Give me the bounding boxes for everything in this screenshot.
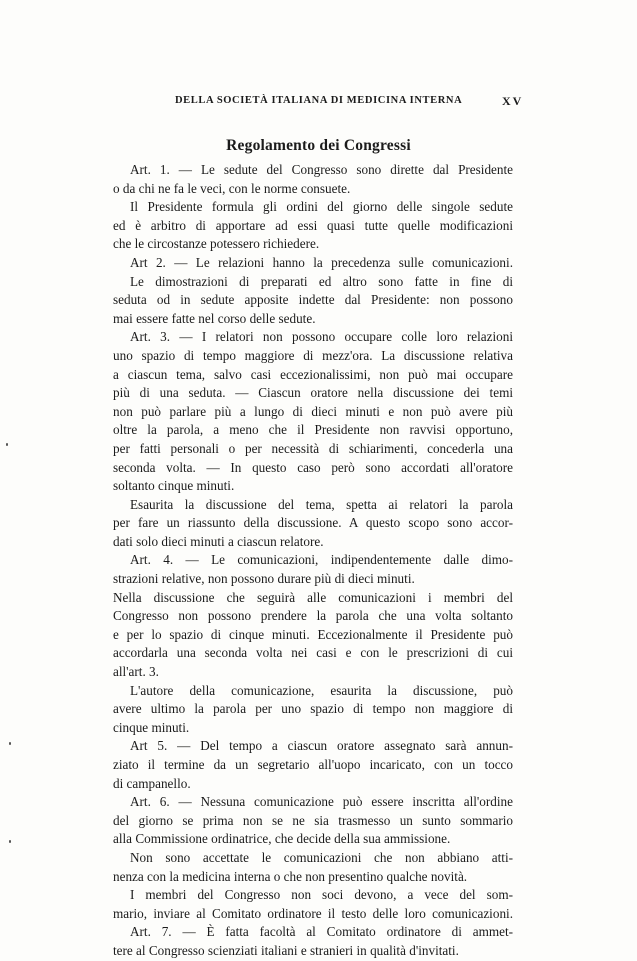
text-line: Congresso non possono prendere la parola che una volta soltanto: [113, 608, 513, 624]
text-line: del giorno se prima non se ne sia trasmesso un sunto sommario: [113, 812, 513, 828]
text-line: L'autore della comunicazione, esaurita la discussione, può: [130, 682, 513, 698]
text-line: all'art. 3.: [113, 664, 159, 680]
text-line: Art. 3. — I relatori non possono occupare colle loro relazioni: [130, 329, 513, 345]
text-line: Art 5. — Del tempo a ciascun oratore assegnato sarà annun-: [130, 738, 513, 754]
text-line: ziato il termine da un segretario all'uopo incaricato, con un tocco: [113, 757, 513, 772]
text-line: mai essere fatte nel corso delle sedute.: [113, 310, 316, 326]
text-line: tere al Congresso scienziati italiani e stranieri in qualità d'invitati.: [113, 942, 459, 958]
text-line: Art. 6. — Nessuna comunicazione può essere inscritta all'ordine: [130, 794, 513, 810]
scan-speck: [6, 443, 8, 446]
text-line: nenza con la medicina interna o che non presentino qualche novità.: [113, 868, 468, 884]
text-line: alla Commissione ordinatrice, che decide della sua ammissione.: [113, 831, 451, 847]
text-line: Il Presidente formula gli ordini del giorno delle singole sedute: [130, 199, 513, 215]
text-line: Nella discussione che seguirà alle comunicazioni i membri del: [113, 589, 513, 605]
text-line: a ciascun tema, salvo casi eccezionalissimi, non può mai occupare: [113, 366, 513, 382]
text-line: dati solo dieci minuti a ciascun relatore.: [113, 533, 324, 549]
text-line: I membri del Congresso non soci devono, a vece del som-: [130, 887, 513, 903]
text-line: non può parlare più a lungo di dieci minuti e non può avere più: [113, 403, 513, 419]
text-line: o da chi ne fa le veci, con le norme consuete.: [113, 180, 351, 196]
text-line: Non sono accettate le comunicazioni che non abbiano atti-: [130, 849, 513, 865]
text-line: di campanello.: [113, 775, 191, 791]
text-line: Le dimostrazioni di preparati ed altro sono fatte in fine di: [130, 273, 513, 289]
text-line: ed è arbitro di apportare ad essi quasi tutte quelle modificazioni: [113, 217, 513, 233]
text-line: Esaurita la discussione del tema, spetta ai relatori la parola: [130, 496, 513, 512]
running-head: DELLA SOCIETÀ ITALIANA DI MEDICINA INTERNA: [175, 95, 463, 106]
section-title: Regolamento dei Congressi: [226, 137, 411, 154]
text-line: seconda volta. — In questo caso però sono accordati all'oratore: [113, 459, 513, 475]
text-line: Art. 4. — Le comunicazioni, indipendentemente dalle dimo-: [130, 552, 513, 568]
text-line: Art. 7. — È fatta facoltà al Comitato ordinatore di ammet-: [130, 924, 513, 940]
text-line: oltre la parola, a meno che il Presidente non ravvisi opportuno,: [113, 422, 513, 438]
text-line: strazioni relative, non possono durare più di dieci minuti.: [113, 571, 415, 587]
text-line: accordarla una seconda volta nei casi e con le prescrizioni di cui: [113, 645, 513, 661]
scan-speck: [9, 840, 11, 843]
scan-speck: [9, 742, 11, 745]
text-line: seduta od in sedute apposite indette dal Presidente: non possono: [113, 292, 513, 308]
text-line: avere ultimo la parola per uno spazio di tempo non maggiore di: [113, 701, 513, 717]
text-line: mario, inviare al Comitato ordinatore il testo delle loro comunicazioni.: [113, 905, 513, 921]
text-line: che le circostanze potessero richiedere.: [113, 236, 320, 252]
text-line: Art. 1. — Le sedute del Congresso sono dirette dal Presidente: [130, 162, 513, 177]
text-line: più di una seduta. — Ciascun oratore nella discussione dei temi: [113, 385, 513, 401]
page-number: XV: [502, 94, 524, 108]
text-line: uno spazio di tempo maggiore di mezz'ora. La discussione relativa: [113, 347, 513, 363]
text-line: cinque minuti.: [113, 719, 190, 735]
text-line: per fatti personali o per necessità di schiarimenti, concederla una: [113, 440, 513, 456]
text-line: per fare un riassunto della discussione. A questo scopo sono accor-: [113, 515, 513, 531]
text-line: e per lo spazio di cinque minuti. Eccezionalmente il Presidente può: [113, 626, 513, 642]
text-line: Art 2. — Le relazioni hanno la precedenza sulle comunicazioni.: [130, 254, 513, 270]
text-line: soltanto cinque minuti.: [113, 478, 235, 494]
regulation-text: [113, 161, 513, 961]
